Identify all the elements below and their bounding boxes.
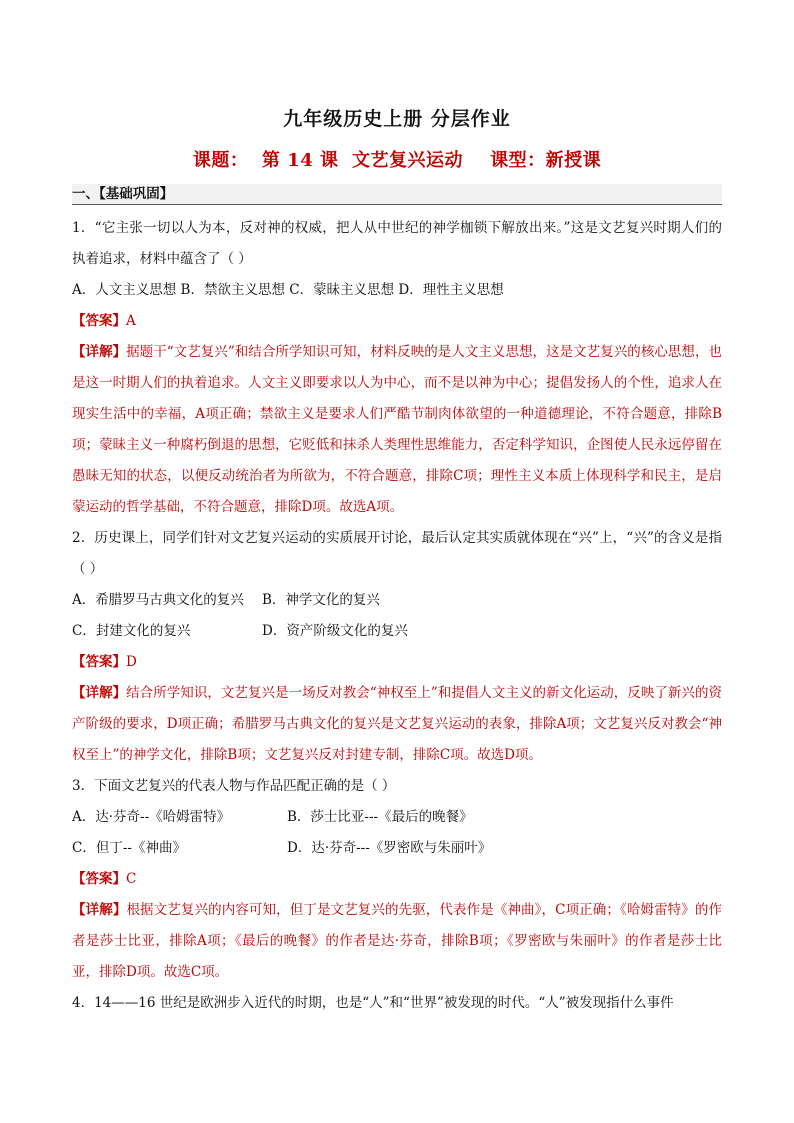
option-c: C．但丁--《神曲》 [72, 840, 186, 856]
question-1-answer [72, 306, 722, 337]
option-a: A．达·芬奇--《哈姆雷特》 [72, 809, 231, 825]
lesson-subtitle: 课题： 第 14 课 文艺复兴运动 课型：新授课 [192, 150, 602, 171]
detail-text: 根据文艺复兴的内容可知，但丁是文艺复兴的先驱，代表作是《神曲》，C项正确；《哈姆雷特》的作者是莎士比亚，排除A项；《最后的晚餐》的作者是达·芬奇，排除B项；《罗密欧与朱丽叶》的作者是莎士比亚，排除D项。故选C项。 [72, 902, 723, 980]
option-d: D．达·芬奇---《罗密欧与朱丽叶》 [287, 840, 492, 856]
detail-label: 【详解】 [72, 902, 127, 918]
question-2-answer [72, 647, 722, 678]
answer-label: 【答案】 [72, 654, 126, 670]
document-title: 九年级历史上册 分层作业 [283, 108, 511, 130]
answer-label: 【答案】 [72, 313, 126, 329]
question-3-stem: 3．下面文艺复兴的代表人物与作品匹配正确的是（ ） [72, 778, 396, 794]
answer-label: 【答案】 [72, 871, 126, 887]
question-2-options-row-1 [72, 585, 722, 616]
question-3-options-row-2 [72, 833, 722, 864]
question-1-options: A．人文主义思想 B．禁欲主义思想 C．蒙昧主义思想 D．理性主义思想 [72, 282, 504, 298]
answer-value: A [126, 313, 136, 329]
section-header: 一、【基础巩固】 [72, 184, 722, 205]
option-b: B．莎士比亚---《最后的晚餐》 [287, 809, 473, 825]
question-4-stem: 4．14——16 世纪是欧洲步入近代的时期，也是“人”和“世界”被发现的时代。“人”被发现指什么事件 [72, 995, 674, 1011]
question-1-stem: 1．“它主张一切以人为本，反对神的权威，把人从中世纪的神学枷锁下解放出来。”这是文艺复兴时期人们的执着追求，材料中蕴含了（ ） [72, 220, 722, 267]
answer-value: D [126, 654, 137, 670]
question-2-detail [72, 678, 722, 771]
detail-label: 【详解】 [72, 685, 127, 701]
detail-text: 据题干“文艺复兴”和结合所学知识可知，材料反映的是人文主义思想，这是文艺复兴的核心思想，也是这一时期人们的执着追求。人文主义即要求以人为中心，而不是以神为中心；提倡发扬人的个性，追求人在现实生活中的幸福，A项正确；禁欲主义是要求人们严酷节制肉体欲望的一种道德理论，不符合题意，排除B项；蒙昧主义一种腐朽倒退的思想，它贬低和抹杀人类理性思维能力，否定科学知识，企图使人民永远停留在愚昧无知的状态，以便反动统治者为所欲为，不符合题意，排除C项；理性主义本质上体现科学和民主，是启蒙运动的哲学基础，不符合题意，排除D项。故选A项。 [72, 344, 722, 515]
detail-text: 结合所学知识，文艺复兴是一场反对教会“神权至上”和提倡人文主义的新文化运动，反映了新兴的资产阶级的要求，D项正确；希腊罗马古典文化的复兴是文艺复兴运动的表象，排除A项；文艺复兴反对教会“神权至上”的神学文化，排除B项；文艺复兴反对封建专制，排除C项。故选D项。 [72, 685, 722, 763]
detail-label: 【详解】 [72, 344, 127, 360]
option-c: C．封建文化的复兴 [72, 623, 191, 639]
question-2-options-row-2 [72, 616, 722, 647]
option-d: D．资产阶级文化的复兴 [262, 623, 408, 639]
question-3-answer [72, 864, 722, 895]
question-2-stem: 2．历史课上，同学们针对文艺复兴运动的实质展开讨论，最后认定其实质就体现在“兴”上，“兴”的含义是指（ ） [72, 530, 722, 577]
question-3-detail [72, 895, 722, 988]
option-a: A．希腊罗马古典文化的复兴 [72, 592, 244, 608]
question-list [72, 213, 722, 1019]
answer-value: C [126, 871, 137, 887]
question-1-detail [72, 337, 722, 523]
option-b: B．神学文化的复兴 [262, 592, 380, 608]
question-3-options-row-1 [72, 802, 722, 833]
